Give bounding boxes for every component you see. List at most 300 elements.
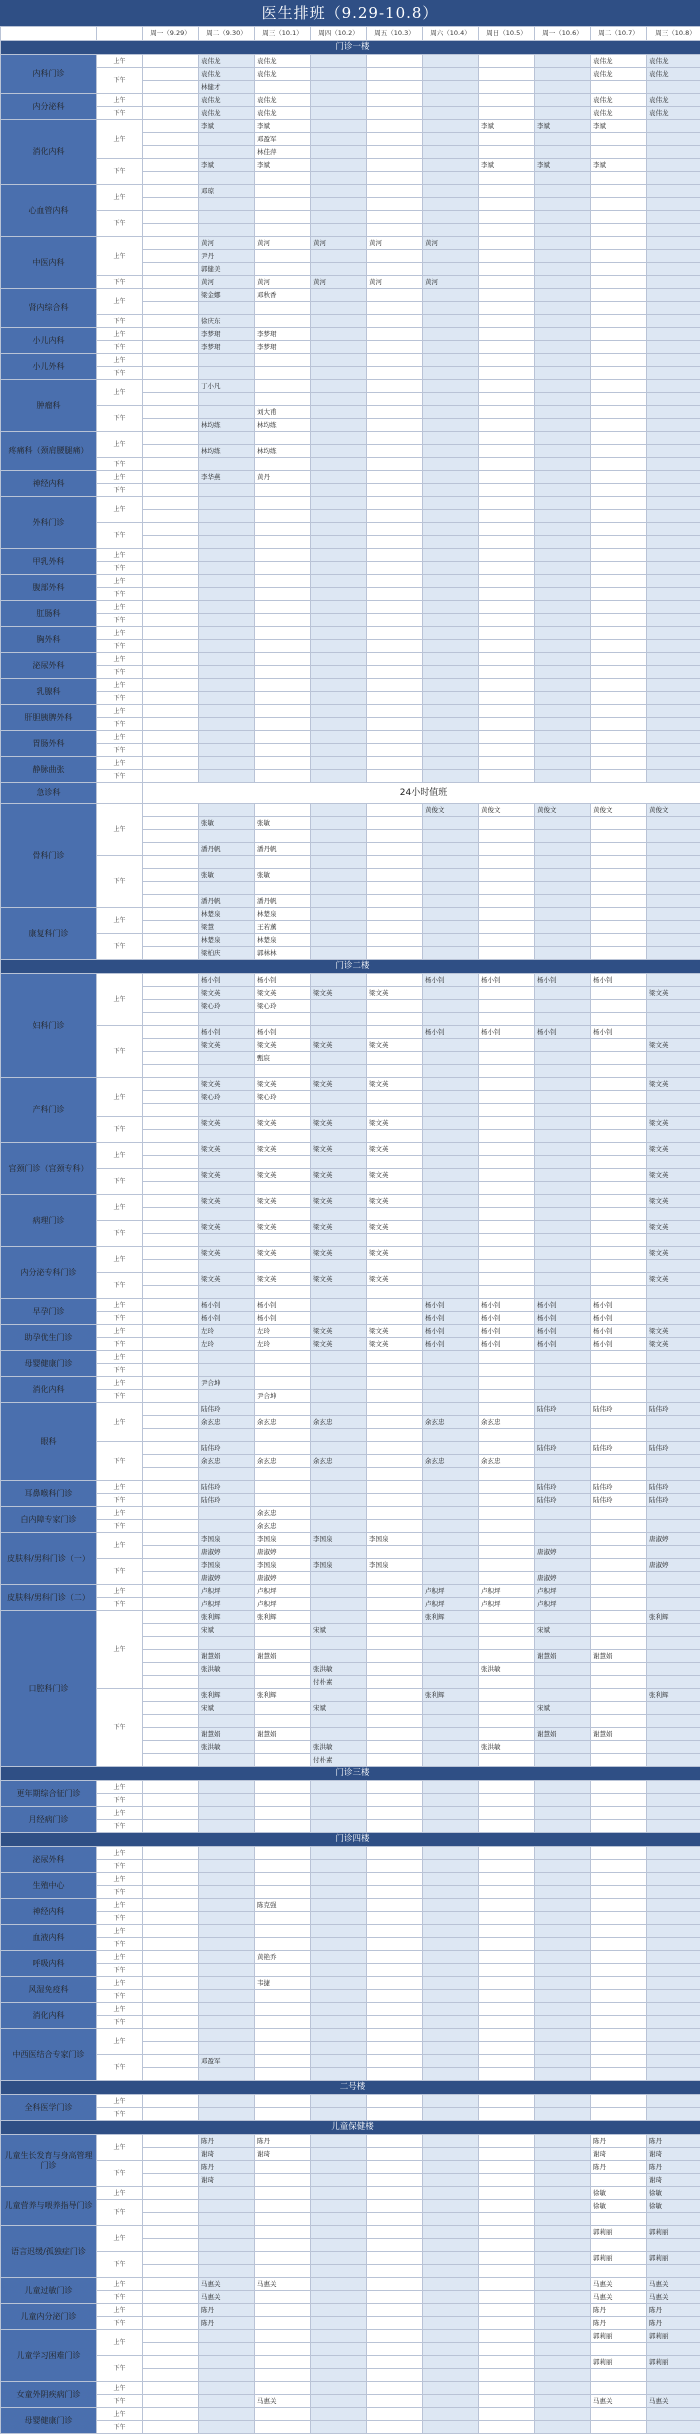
schedule-cell <box>647 1065 700 1078</box>
schedule-cell <box>367 1364 423 1377</box>
table-row <box>1 1990 700 2003</box>
schedule-cell <box>647 198 700 211</box>
schedule-cell: 袁伟龙 <box>591 55 647 68</box>
schedule-cell <box>591 588 647 601</box>
schedule-cell <box>367 1964 423 1977</box>
schedule-cell <box>143 2343 199 2356</box>
schedule-cell <box>423 1886 479 1899</box>
schedule-cell <box>423 1364 479 1377</box>
department-name: 消化内科 <box>1 120 97 185</box>
schedule-cell <box>535 2265 591 2278</box>
schedule-cell <box>535 341 591 354</box>
schedule-cell <box>311 523 367 536</box>
schedule-cell <box>591 705 647 718</box>
schedule-cell <box>591 947 647 960</box>
table-row <box>1 211 700 224</box>
period-label: 上午 <box>97 908 143 934</box>
schedule-cell <box>199 2330 255 2343</box>
schedule-cell <box>479 2226 535 2239</box>
schedule-cell <box>199 1951 255 1964</box>
period-label: 下午 <box>97 1026 143 1078</box>
schedule-cell <box>591 1169 647 1182</box>
schedule-cell: 卢积坪 <box>535 1598 591 1611</box>
schedule-cell <box>311 1052 367 1065</box>
schedule-cell <box>479 1886 535 1899</box>
schedule-cell: 王若薰 <box>255 921 311 934</box>
department-name: 外科门诊 <box>1 497 97 549</box>
schedule-cell <box>311 471 367 484</box>
schedule-cell <box>311 1977 367 1990</box>
period-label: 上午 <box>97 1899 143 1912</box>
schedule-cell <box>143 445 199 458</box>
schedule-cell <box>535 705 591 718</box>
schedule-cell <box>591 1364 647 1377</box>
period-label: 上午 <box>97 120 143 159</box>
period-label: 上午 <box>97 679 143 692</box>
schedule-cell <box>311 2343 367 2356</box>
schedule-cell <box>311 432 367 445</box>
schedule-cell <box>479 367 535 380</box>
schedule-cell <box>647 2265 700 2278</box>
schedule-cell <box>143 263 199 276</box>
schedule-cell <box>647 2042 700 2055</box>
schedule-cell: 陆伟玲 <box>535 1442 591 1455</box>
schedule-cell <box>535 1455 591 1468</box>
schedule-cell <box>479 921 535 934</box>
schedule-cell: 梁文英 <box>367 1143 423 1156</box>
schedule-cell <box>367 731 423 744</box>
schedule-cell <box>143 393 199 406</box>
table-row <box>1 185 700 198</box>
schedule-cell: 李国泉 <box>199 1559 255 1572</box>
schedule-cell <box>199 458 255 471</box>
schedule-cell <box>535 2161 591 2174</box>
schedule-cell <box>479 987 535 1000</box>
schedule-cell: 陈丹 <box>591 2317 647 2330</box>
schedule-cell <box>367 2343 423 2356</box>
schedule-cell <box>591 2265 647 2278</box>
schedule-cell: 张敏 <box>255 869 311 882</box>
schedule-cell <box>143 133 199 146</box>
schedule-cell <box>367 1481 423 1494</box>
schedule-cell <box>199 2042 255 2055</box>
schedule-cell <box>367 2055 423 2068</box>
schedule-cell <box>367 614 423 627</box>
schedule-cell <box>423 987 479 1000</box>
schedule-cell <box>143 1912 199 1925</box>
schedule-cell <box>535 2055 591 2068</box>
schedule-cell <box>647 380 700 393</box>
schedule-cell <box>535 250 591 263</box>
schedule-cell <box>647 2029 700 2042</box>
table-row <box>1 2395 700 2408</box>
schedule-cell <box>199 770 255 783</box>
schedule-cell <box>647 2343 700 2356</box>
schedule-cell <box>591 830 647 843</box>
table-row <box>1 120 700 133</box>
period-label: 下午 <box>97 1273 143 1299</box>
schedule-cell <box>199 198 255 211</box>
schedule-cell <box>143 406 199 419</box>
schedule-cell <box>479 1611 535 1624</box>
schedule-cell <box>423 1741 479 1754</box>
schedule-cell <box>535 146 591 159</box>
schedule-cell <box>199 172 255 185</box>
schedule-cell: 黄俊文 <box>535 804 591 817</box>
schedule-cell: 梁文英 <box>367 1325 423 1338</box>
schedule-cell <box>479 2408 535 2421</box>
schedule-cell <box>535 55 591 68</box>
schedule-cell <box>423 947 479 960</box>
schedule-cell <box>591 770 647 783</box>
period-label: 下午 <box>97 1964 143 1977</box>
schedule-cell <box>367 1546 423 1559</box>
schedule-cell <box>423 1964 479 1977</box>
schedule-cell <box>367 1754 423 1767</box>
schedule-cell: 袁伟龙 <box>647 107 700 120</box>
schedule-cell <box>591 1455 647 1468</box>
schedule-cell <box>143 666 199 679</box>
schedule-cell <box>423 2003 479 2016</box>
schedule-cell <box>199 1182 255 1195</box>
schedule-cell <box>423 2239 479 2252</box>
department-name: 泌尿外科 <box>1 653 97 679</box>
schedule-cell <box>423 1351 479 1364</box>
period-label: 上午 <box>97 1611 143 1689</box>
schedule-cell <box>143 510 199 523</box>
schedule-cell <box>255 458 311 471</box>
schedule-cell: 杨小钊 <box>535 974 591 987</box>
schedule-cell <box>143 354 199 367</box>
schedule-cell <box>255 1938 311 1951</box>
schedule-cell <box>255 81 311 94</box>
schedule-cell <box>143 757 199 770</box>
schedule-cell <box>367 2108 423 2121</box>
schedule-cell <box>367 817 423 830</box>
schedule-cell <box>591 1676 647 1689</box>
schedule-cell <box>143 1559 199 1572</box>
schedule-cell <box>255 1964 311 1977</box>
schedule-cell <box>423 1938 479 1951</box>
schedule-cell <box>591 575 647 588</box>
period-label: 下午 <box>97 2200 143 2226</box>
schedule-cell <box>311 1990 367 2003</box>
schedule-cell <box>143 817 199 830</box>
period-label: 上午 <box>97 757 143 770</box>
schedule-cell <box>647 354 700 367</box>
schedule-cell <box>647 1546 700 1559</box>
schedule-cell <box>311 1820 367 1833</box>
schedule-cell <box>535 1990 591 2003</box>
schedule-cell <box>591 1013 647 1026</box>
schedule-cell: 张敏 <box>255 817 311 830</box>
schedule-cell <box>479 497 535 510</box>
schedule-cell <box>143 1182 199 1195</box>
schedule-cell: 梁文英 <box>255 987 311 1000</box>
schedule-cell <box>367 562 423 575</box>
schedule-cell <box>199 666 255 679</box>
schedule-cell <box>143 367 199 380</box>
schedule-cell <box>535 2187 591 2200</box>
schedule-cell <box>311 895 367 908</box>
period-label: 上午 <box>97 1951 143 1964</box>
schedule-cell <box>199 2187 255 2200</box>
schedule-cell <box>367 1925 423 1938</box>
schedule-cell: 梁文英 <box>255 1273 311 1286</box>
schedule-cell <box>367 882 423 895</box>
period-label: 下午 <box>97 1794 143 1807</box>
schedule-cell <box>143 601 199 614</box>
schedule-cell <box>423 2317 479 2330</box>
schedule-cell <box>591 81 647 94</box>
schedule-cell <box>479 1754 535 1767</box>
schedule-cell <box>647 856 700 869</box>
schedule-cell <box>423 2278 479 2291</box>
schedule-cell: 梁文英 <box>311 1273 367 1286</box>
schedule-cell <box>423 705 479 718</box>
schedule-cell <box>423 445 479 458</box>
schedule-cell <box>535 1377 591 1390</box>
section-header-row <box>1 41 700 55</box>
schedule-cell <box>591 510 647 523</box>
schedule-cell <box>311 1938 367 1951</box>
schedule-cell <box>367 895 423 908</box>
schedule-cell <box>591 1794 647 1807</box>
schedule-cell <box>367 2395 423 2408</box>
schedule-cell <box>647 536 700 549</box>
schedule-cell <box>535 627 591 640</box>
schedule-cell <box>479 1078 535 1091</box>
schedule-cell <box>367 1403 423 1416</box>
period-label: 下午 <box>97 1494 143 1507</box>
schedule-cell <box>647 692 700 705</box>
schedule-cell <box>647 830 700 843</box>
schedule-cell <box>311 843 367 856</box>
schedule-cell <box>199 562 255 575</box>
schedule-cell <box>535 328 591 341</box>
schedule-cell <box>423 120 479 133</box>
schedule-cell <box>479 666 535 679</box>
schedule-cell <box>479 1572 535 1585</box>
department-name: 风湿免疫科 <box>1 1977 97 2003</box>
schedule-cell: 李国泉 <box>311 1533 367 1546</box>
schedule-cell <box>199 302 255 315</box>
department-name: 口腔科门诊 <box>1 1611 97 1767</box>
schedule-cell <box>647 367 700 380</box>
schedule-cell <box>647 484 700 497</box>
schedule-cell <box>367 2068 423 2081</box>
schedule-cell <box>143 1000 199 1013</box>
schedule-cell <box>591 393 647 406</box>
schedule-cell: 陈克强 <box>255 1899 311 1912</box>
schedule-cell: 梁文英 <box>647 1247 700 1260</box>
schedule-cell <box>535 882 591 895</box>
schedule-cell <box>255 2161 311 2174</box>
schedule-cell <box>255 757 311 770</box>
schedule-cell <box>535 2200 591 2213</box>
period-label: 下午 <box>97 1390 143 1403</box>
schedule-cell <box>143 1351 199 1364</box>
schedule-cell <box>143 2055 199 2068</box>
schedule-cell <box>479 869 535 882</box>
schedule-cell <box>423 1650 479 1663</box>
table-row <box>1 1494 700 1507</box>
table-row <box>1 549 700 562</box>
schedule-cell <box>591 1468 647 1481</box>
schedule-cell: 梁文英 <box>367 1273 423 1286</box>
schedule-cell <box>479 458 535 471</box>
schedule-cell <box>367 947 423 960</box>
schedule-cell <box>591 1873 647 1886</box>
schedule-cell <box>647 341 700 354</box>
table-row <box>1 1338 700 1351</box>
schedule-cell <box>535 2356 591 2369</box>
schedule-cell <box>423 1702 479 1715</box>
schedule-cell: 韦捷 <box>255 1977 311 1990</box>
schedule-cell <box>423 1781 479 1794</box>
schedule-cell <box>311 653 367 666</box>
schedule-cell: 谢慧娟 <box>199 1650 255 1663</box>
schedule-cell <box>255 2200 311 2213</box>
schedule-cell <box>367 68 423 81</box>
schedule-cell <box>479 133 535 146</box>
schedule-cell <box>535 614 591 627</box>
schedule-cell <box>143 2174 199 2187</box>
schedule-cell <box>143 1925 199 1938</box>
schedule-cell <box>311 2029 367 2042</box>
schedule-cell: 黄俊文 <box>591 804 647 817</box>
schedule-cell: 郭莉丽 <box>647 2252 700 2265</box>
schedule-cell <box>143 120 199 133</box>
period-label: 上午 <box>97 1807 143 1820</box>
table-row <box>1 1689 700 1702</box>
schedule-cell <box>423 1377 479 1390</box>
schedule-cell <box>311 2161 367 2174</box>
period-label: 上午 <box>97 94 143 107</box>
department-name: 语言迟缓/孤独症门诊 <box>1 2226 97 2278</box>
schedule-cell <box>647 1520 700 1533</box>
schedule-cell: 马惠关 <box>199 2291 255 2304</box>
section-title: 二号楼 <box>1 2081 700 2095</box>
schedule-cell <box>423 1912 479 1925</box>
section-title: 门诊四楼 <box>1 1833 700 1847</box>
schedule-cell <box>311 2395 367 2408</box>
schedule-cell <box>479 1130 535 1143</box>
schedule-cell <box>479 1925 535 1938</box>
schedule-cell: 余玄忠 <box>199 1416 255 1429</box>
schedule-cell <box>535 1507 591 1520</box>
schedule-cell <box>647 1728 700 1741</box>
schedule-cell <box>143 679 199 692</box>
schedule-cell <box>311 1208 367 1221</box>
department-name: 肿瘤科 <box>1 380 97 432</box>
schedule-cell <box>423 1195 479 1208</box>
schedule-cell: 谢慧娟 <box>255 1728 311 1741</box>
schedule-cell: 张洪敏 <box>479 1663 535 1676</box>
schedule-cell <box>591 1091 647 1104</box>
schedule-cell <box>479 2108 535 2121</box>
schedule-cell <box>423 1546 479 1559</box>
period-label: 下午 <box>97 2161 143 2187</box>
schedule-cell <box>647 562 700 575</box>
schedule-cell <box>143 1572 199 1585</box>
schedule-cell <box>143 2226 199 2239</box>
schedule-cell <box>255 770 311 783</box>
schedule-cell <box>255 1820 311 1833</box>
schedule-cell <box>255 627 311 640</box>
schedule-cell <box>255 2108 311 2121</box>
schedule-cell <box>535 1468 591 1481</box>
schedule-cell <box>367 367 423 380</box>
schedule-cell: 张洪敏 <box>199 1741 255 1754</box>
schedule-cell <box>647 1208 700 1221</box>
schedule-cell <box>423 367 479 380</box>
schedule-cell <box>479 2042 535 2055</box>
period-label: 下午 <box>97 1520 143 1533</box>
period-label: 上午 <box>97 497 143 523</box>
schedule-cell <box>423 1130 479 1143</box>
schedule-cell <box>535 843 591 856</box>
schedule-cell <box>199 1990 255 2003</box>
table-row <box>1 94 700 107</box>
schedule-cell <box>535 1754 591 1767</box>
schedule-cell <box>591 2213 647 2226</box>
schedule-cell <box>255 1781 311 1794</box>
schedule-cell <box>143 1325 199 1338</box>
schedule-cell <box>479 601 535 614</box>
section-header-row <box>1 960 700 974</box>
period-label: 下午 <box>97 1442 143 1481</box>
schedule-cell: 梁文英 <box>199 1039 255 1052</box>
schedule-cell: 谢慧娟 <box>255 1650 311 1663</box>
schedule-cell <box>143 2369 199 2382</box>
schedule-cell <box>367 2135 423 2148</box>
schedule-cell <box>535 692 591 705</box>
table-row <box>1 2187 700 2200</box>
schedule-cell: 谢琦 <box>647 2148 700 2161</box>
schedule-cell: 马惠关 <box>591 2395 647 2408</box>
schedule-cell <box>423 2148 479 2161</box>
schedule-cell <box>199 432 255 445</box>
schedule-cell <box>647 432 700 445</box>
schedule-cell: 宋斌 <box>311 1624 367 1637</box>
schedule-cell <box>591 2042 647 2055</box>
schedule-cell <box>647 882 700 895</box>
schedule-cell <box>535 770 591 783</box>
table-row <box>1 1794 700 1807</box>
schedule-cell <box>367 185 423 198</box>
schedule-cell <box>311 497 367 510</box>
period-label: 上午 <box>97 2003 143 2016</box>
schedule-cell <box>311 2356 367 2369</box>
schedule-cell <box>647 947 700 960</box>
schedule-cell <box>367 908 423 921</box>
schedule-cell <box>647 2108 700 2121</box>
schedule-cell <box>367 172 423 185</box>
schedule-cell <box>479 354 535 367</box>
schedule-cell <box>591 1429 647 1442</box>
schedule-cell <box>367 302 423 315</box>
schedule-cell: 徐庆东 <box>199 315 255 328</box>
schedule-cell <box>143 2239 199 2252</box>
schedule-cell <box>311 2095 367 2108</box>
table-row <box>1 601 700 614</box>
day-header: 周二（10.7） <box>591 27 647 41</box>
table-row <box>1 718 700 731</box>
schedule-cell <box>479 2252 535 2265</box>
schedule-cell <box>647 601 700 614</box>
schedule-cell <box>255 575 311 588</box>
